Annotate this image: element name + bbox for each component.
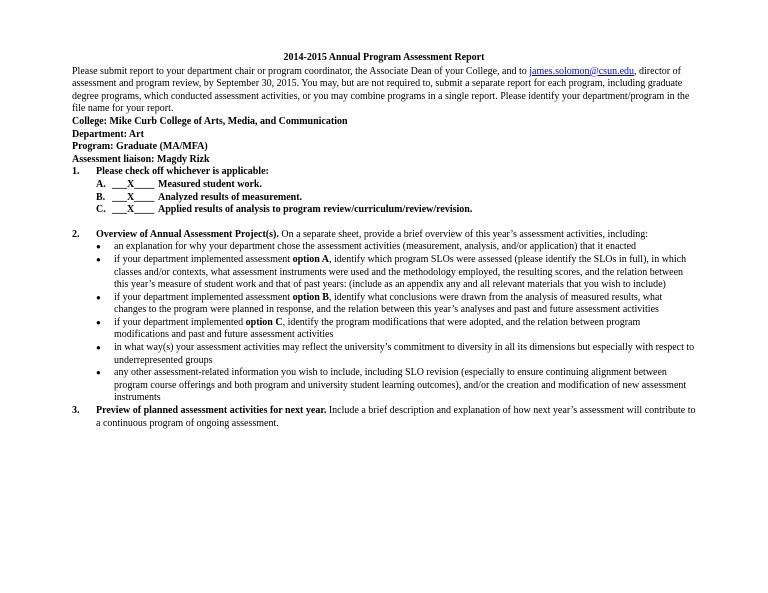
document-page (72, 52, 696, 430)
item-2 (72, 229, 696, 242)
item-2-heading: Overview of Annual Assessment Project(s). (96, 228, 279, 240)
item-3-text: Include a brief description and explanation of how next year’s assessment will contribute to a continuous program of ongoing assessment. (96, 405, 696, 429)
option-c-checkmark[interactable]: ___X____ (112, 204, 155, 216)
item-3-heading: Preview of planned assessment activities for next year. (96, 405, 327, 417)
option-a-text: Measured student work. (158, 178, 262, 190)
spacer (72, 217, 696, 229)
item-1 (72, 166, 696, 179)
option-c (72, 204, 696, 217)
intro-paragraph (72, 66, 696, 116)
intro-after: , director of assessment and program review, by September 30, 2015. You may, but are not required to, submit a separate report for each program, including graduate degree programs, which conducted assessment activities, or you may combine programs in a single report. Please identify your department/program in the file name for your report. (72, 65, 690, 115)
program-field: Program: Graduate (MA/MFA) (72, 141, 208, 153)
intro-before: Please submit report to your department chair or program coordinator, the Associate Dean of your College, and to (72, 65, 530, 77)
bullet-item: ● in what way(s) your assessment activities may reflect the university’s commitment to diversity in all its dimensions but especially with respect to underrepresented groups (96, 342, 695, 366)
item-3-number: 3. (72, 405, 80, 417)
bullet-icon: ● (96, 317, 101, 327)
bullet-item: ● if your department implemented assessment option B, identify what conclusions were drawn from the analysis of measured results, what changes to the program were planned in response, and the relation between this year’s analyses and past and future assessment activities (96, 291, 663, 316)
item-2-text: On a separate sheet, provide a brief overview of this year’s assessment activities, including: (278, 228, 649, 240)
bullet-item: ● any other assessment-related information you wish to include, including SLO revision (especially to ensure continuing alignment between program course offerings and both program and university student learning outcomes), and/or the creation and modification of new assessment instruments (96, 367, 687, 404)
item-2-number: 2. (72, 228, 80, 240)
option-a-checkmark[interactable]: ___X____ (112, 178, 155, 190)
option-a (72, 179, 696, 192)
bullet-item: ● if your department implemented assessment option A, identify which program SLOs were assessed (please identify the SLOs in full), in which classes and/or contexts, what assessment instruments were used and the methodology employed, the resulting scores, and the relation between this year’s measure of student work and that of past years: (include as an appendix any and all relevant materials that you wish to include) (96, 253, 687, 291)
option-b-letter: B. (96, 191, 106, 203)
option-b-text: Analyzed results of measurement. (158, 191, 303, 203)
option-c-text: Applied results of analysis to program review/curriculum/review/revision. (158, 204, 473, 216)
option-c-letter: C. (96, 204, 106, 216)
option-b (72, 192, 696, 205)
bullet-item: ● an explanation for why your department chose the assessment activities (measurement, analysis, and/or application) that it enacted (96, 241, 637, 253)
bullet-icon: ● (96, 254, 101, 264)
liaison-field: Assessment liaison: Magdy Rizk (72, 153, 210, 165)
bullet-icon: ● (96, 292, 101, 302)
option-a-letter: A. (96, 178, 106, 190)
item-1-text: Please check off whichever is applicable: (96, 166, 269, 178)
director-email-link[interactable]: james.solomon@csun.edu (529, 65, 635, 77)
department-field: Department: Art (72, 128, 144, 140)
option-b-checkmark[interactable]: ___X____ (112, 191, 155, 203)
item-3 (72, 405, 696, 430)
college-field: College: Mike Curb College of Arts, Media, and Communication (72, 115, 348, 127)
bullet-icon: ● (96, 242, 101, 252)
bullet-icon: ● (96, 343, 101, 353)
bullet-icon: ● (96, 368, 101, 378)
bullet-item: ● if your department implemented option C, identify the program modifications that were adopted, and the relation between program modifications and past and future assessment activities (96, 316, 641, 341)
item-1-number: 1. (72, 166, 80, 178)
report-title: 2014-2015 Annual Program Assessment Report (283, 52, 485, 63)
